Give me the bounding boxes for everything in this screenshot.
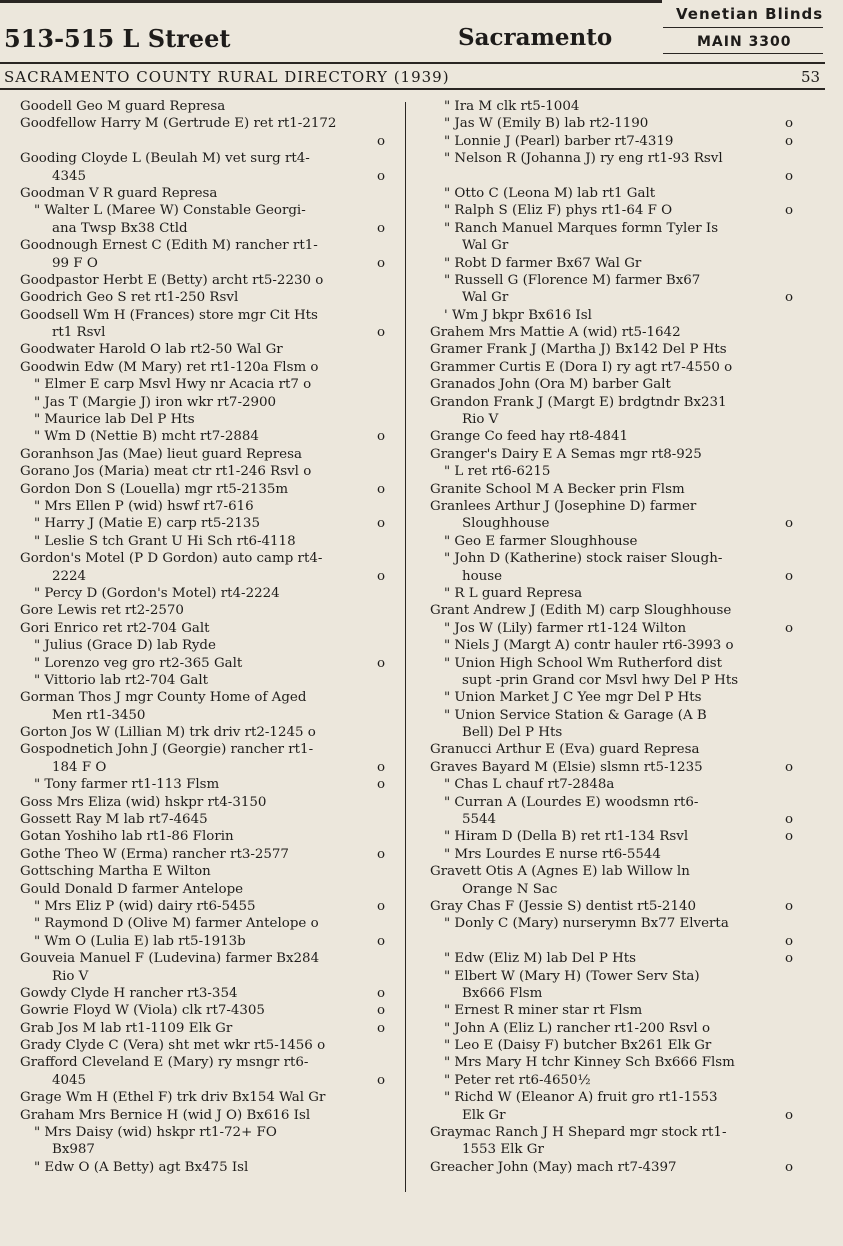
entry-text: Gowdy Clyde H rancher rt3-354 (20, 985, 238, 1001)
entry-text: " Union Market J C Yee mgr Del P Hts (444, 690, 702, 706)
directory-entry-line (20, 863, 385, 880)
entry-text: Grab Jos M lab rt1-1109 Elk Gr (20, 1020, 233, 1036)
right-column (430, 98, 793, 1176)
entry-text: Graves Bayard M (Elsie) slsmn rt5-1235 (430, 759, 703, 775)
directory-entry-line (20, 881, 385, 898)
entry-text: " Jos W (Lily) farmer rt1-124 Wilton (444, 620, 687, 636)
entry-text: Granucci Arthur E (Eva) guard Represa (430, 742, 700, 758)
directory-entry-line (430, 602, 793, 619)
owner-marker: o (784, 898, 793, 914)
directory-entry-line (20, 1124, 385, 1141)
owner-marker: o (376, 1003, 385, 1019)
directory-entry-line (20, 1107, 385, 1124)
entry-text: Grange Co feed hay rt8-4841 (430, 429, 628, 445)
owner-marker: o (376, 516, 385, 532)
owner-marker: o (784, 568, 793, 584)
owner-marker: o (376, 898, 385, 914)
entry-text: " Union High School Wm Rutherford dist (444, 655, 723, 671)
directory-entry-line (20, 307, 385, 324)
owner-marker: o (784, 203, 793, 219)
owner-marker: o (784, 168, 793, 184)
top-rule (0, 0, 662, 3)
entry-text: Rio V (462, 412, 499, 428)
directory-entry-line (430, 98, 793, 115)
entry-text: Gravett Otis A (Agnes E) lab Willow ln (430, 864, 690, 880)
entry-text: 4045 (52, 1072, 87, 1088)
entry-text: " Leo E (Daisy F) butcher Bx261 Elk Gr (444, 1038, 712, 1054)
directory-entry-line (430, 776, 793, 793)
advert-phone: MAIN 3300 (697, 34, 792, 50)
entry-text: Gothe Theo W (Erma) rancher rt3-2577 (20, 846, 289, 862)
owner-marker: o (376, 168, 385, 184)
header-address: 513-515 L Street (4, 24, 231, 53)
owner-marker: o (376, 933, 385, 949)
directory-entry-line (20, 394, 385, 411)
directory-entry-line (20, 1054, 385, 1071)
entry-text: house (462, 568, 503, 584)
directory-entry-line (430, 168, 793, 185)
owner-marker: o (784, 759, 793, 775)
directory-entry-line (430, 846, 793, 863)
directory-entry-line (430, 741, 793, 758)
entry-text: Gori Enrico ret rt2-704 Galt (20, 620, 210, 636)
owner-marker: o (376, 777, 385, 793)
entry-text: " Curran A (Lourdes E) woodsmn rt6- (444, 794, 699, 810)
directory-entry-line (430, 307, 793, 324)
owner-marker: o (376, 759, 385, 775)
entry-text: " Wm D (Nettie B) mcht rt7-2884 (34, 429, 259, 445)
directory-entry-line (430, 933, 793, 950)
owner-marker: o (784, 116, 793, 132)
owner-marker: o (784, 516, 793, 532)
entry-text: " Union Service Station & Garage (A B (444, 707, 707, 723)
entry-text: Goss Mrs Eliza (wid) hskpr rt4-3150 (20, 794, 267, 810)
directory-entry-line (430, 324, 793, 341)
directory-entry-line (20, 255, 385, 272)
directory-entry-line (20, 933, 385, 950)
entry-text: " Wm O (Lulia E) lab rt5-1913b (34, 933, 246, 949)
entry-text: " R L guard Represa (444, 585, 583, 601)
directory-entry-line (20, 324, 385, 341)
entry-text: Men rt1-3450 (52, 707, 146, 723)
directory-entry-line (430, 637, 793, 654)
directory-entry-line (20, 1141, 385, 1158)
entry-text: 4345 (52, 168, 87, 184)
directory-entry-line (20, 1072, 385, 1089)
entry-text: " Tony farmer rt1-113 Flsm (34, 777, 220, 793)
entry-text: ' Wm J bkpr Bx616 Isl (444, 307, 592, 323)
entry-text: Bell) Del P Hts (462, 725, 563, 741)
owner-marker: o (376, 481, 385, 497)
entry-text: Goodrich Geo S ret rt1-250 Rsvl (20, 290, 239, 306)
directory-entry-line (430, 881, 793, 898)
entry-text: " Vittorio lab rt2-704 Galt (34, 672, 209, 688)
directory-entry-line (430, 724, 793, 741)
entry-text: 184 F O (52, 759, 107, 775)
owner-marker: o (376, 255, 385, 271)
entry-text: Gowrie Floyd W (Viola) clk rt7-4305 (20, 1003, 265, 1019)
entry-text: Granlees Arthur J (Josephine D) farmer (430, 498, 697, 514)
entry-text: Goodwin Edw (M Mary) ret rt1-120a Flsm o (20, 359, 319, 375)
directory-entry-line (20, 672, 385, 689)
entry-text: Gossett Ray M lab rt7-4645 (20, 812, 208, 828)
entry-text: " Elbert W (Mary H) (Tower Serv Sta) (444, 968, 700, 984)
entry-text: Grafford Cleveland E (Mary) ry msngr rt6- (20, 1055, 309, 1071)
entry-text: Greacher John (May) mach rt7-4397 (430, 1159, 677, 1175)
entry-text: Graham Mrs Bernice H (wid J O) Bx616 Isl (20, 1107, 311, 1123)
entry-text: " Edw (Eliz M) lab Del P Hts (444, 951, 637, 967)
directory-entry-line (20, 150, 385, 167)
directory-entry-line (20, 602, 385, 619)
directory-entry-line (430, 672, 793, 689)
entry-text: Grage Wm H (Ethel F) trk driv Bx154 Wal Gr (20, 1090, 326, 1106)
directory-entry-line (430, 968, 793, 985)
entry-text: Grahem Mrs Mattie A (wid) rt5-1642 (430, 325, 681, 341)
entry-text: " Hiram D (Della B) ret rt1-134 Rsvl (444, 829, 689, 845)
entry-text: " Leslie S tch Grant U Hi Sch rt6-4118 (34, 533, 296, 549)
owner-marker: o (376, 325, 385, 341)
directory-entry-line (20, 811, 385, 828)
directory-entry-line (20, 724, 385, 741)
column-divider (405, 102, 406, 1192)
entry-text: 1553 Elk Gr (462, 1142, 544, 1158)
entry-text: Wal Gr (462, 238, 509, 254)
entry-text: Gotan Yoshiho lab rt1-86 Florin (20, 829, 234, 845)
entry-text: 5544 (462, 812, 497, 828)
entry-text: " Ira M clk rt5-1004 (444, 99, 580, 114)
entry-text: Bx987 (52, 1142, 95, 1158)
entry-text: " Mrs Daisy (wid) hskpr rt1-72+ FO (34, 1125, 277, 1141)
directory-entry-line (20, 428, 385, 445)
entry-text: " Edw O (A Betty) agt Bx475 Isl (34, 1159, 249, 1175)
entry-text: " Raymond D (Olive M) farmer Antelope o (34, 916, 319, 932)
entry-text: Gospodnetich John J (Georgie) rancher rt1- (20, 742, 314, 758)
directory-entry-line (20, 1002, 385, 1019)
directory-entry-line (430, 115, 793, 132)
directory-entry-line (430, 237, 793, 254)
directory-entry-line (430, 289, 793, 306)
directory-entry-line (20, 498, 385, 515)
directory-entry-line (430, 811, 793, 828)
directory-entry-line (430, 185, 793, 202)
directory-entry-line (20, 707, 385, 724)
directory-entry-line (430, 915, 793, 932)
directory-entry-line (20, 115, 385, 132)
directory-entry-line (430, 1141, 793, 1158)
entry-text: Gouveia Manuel F (Ludevina) farmer Bx284 (20, 951, 320, 967)
directory-entry-line (430, 446, 793, 463)
entry-text: Grady Clyde C (Vera) sht met wkr rt5-1456 o (20, 1038, 326, 1054)
entry-text: " L ret rt6-6215 (444, 464, 551, 480)
directory-entry-line (430, 950, 793, 967)
owner-marker: o (784, 933, 793, 949)
directory-entry-line (20, 968, 385, 985)
owner-marker: o (784, 951, 793, 967)
entry-text: Gramer Frank J (Martha J) Bx142 Del P Hts (430, 342, 727, 358)
entry-text: Goodpastor Herbt E (Betty) archt rt5-2230 o (20, 272, 324, 288)
directory-entry-line (20, 133, 385, 150)
entry-text: " Lorenzo veg gro rt2-365 Galt (34, 655, 243, 671)
directory-entry-line (430, 828, 793, 845)
directory-entry-line (430, 1020, 793, 1037)
directory-entry-line (20, 185, 385, 202)
directory-entry-line (430, 411, 793, 428)
directory-entry-line (20, 289, 385, 306)
entry-text: ana Twsp Bx38 Ctld (52, 220, 188, 236)
directory-entry-line (430, 585, 793, 602)
entry-text: Granite School M A Becker prin Flsm (430, 481, 685, 497)
entry-text: supt -prin Grand cor Msvl hwy Del P Hts (462, 672, 739, 688)
directory-entry-line (430, 620, 793, 637)
directory-entry-line (20, 794, 385, 811)
directory-entry-line (20, 828, 385, 845)
directory-entry-line (430, 1072, 793, 1089)
directory-entry-line (430, 655, 793, 672)
entry-text: Gray Chas F (Jessie S) dentist rt5-2140 (430, 898, 697, 914)
owner-marker: o (376, 985, 385, 1001)
entry-text: Wal Gr (462, 290, 509, 306)
directory-entry-line (20, 950, 385, 967)
directory-entry-line (430, 220, 793, 237)
left-column (20, 98, 385, 1176)
owner-marker: o (784, 829, 793, 845)
directory-entry-line (20, 411, 385, 428)
owner-marker: o (784, 1159, 793, 1175)
title-rule (0, 88, 825, 90)
directory-entry-line (20, 237, 385, 254)
directory-entry-line (430, 1124, 793, 1141)
directory-entry-line (430, 1054, 793, 1071)
entry-text: Gorton Jos W (Lillian M) trk driv rt2-1245 o (20, 725, 316, 741)
directory-entry-line (20, 741, 385, 758)
directory-entry-line (20, 620, 385, 637)
entry-text: Goranhson Jas (Mae) lieut guard Represa (20, 446, 302, 462)
directory-entry-line (430, 463, 793, 480)
entry-text: " Donly C (Mary) nurserymn Bx77 Elverta (444, 916, 729, 932)
directory-entry-line (430, 1089, 793, 1106)
entry-text: Goodfellow Harry M (Gertrude E) ret rt1-2172 (20, 116, 337, 132)
entry-text: Rio V (52, 968, 89, 984)
advert-venetian-blinds: Venetian Blinds (676, 5, 824, 23)
entry-text: " Percy D (Gordon's Motel) rt4-2224 (34, 585, 280, 601)
entry-text: Grant Andrew J (Edith M) carp Sloughhouse (430, 603, 732, 619)
header-city: Sacramento (458, 24, 613, 51)
entry-text: Gottsching Martha E Wilton (20, 864, 211, 880)
entry-text: " Harry J (Matie E) carp rt5-2135 (34, 516, 260, 532)
directory-entry-line (430, 255, 793, 272)
directory-entry-line (430, 794, 793, 811)
directory-entry-line (430, 515, 793, 532)
directory-entry-line (430, 689, 793, 706)
entry-text: " Mrs Mary H tchr Kinney Sch Bx666 Flsm (444, 1055, 735, 1071)
entry-text: " Robt D farmer Bx67 Wal Gr (444, 255, 642, 271)
directory-entry-line (20, 1037, 385, 1054)
entry-text: " Mrs Lourdes E nurse rt6-5544 (444, 846, 661, 862)
directory-entry-line (20, 533, 385, 550)
directory-entry-line (430, 202, 793, 219)
directory-title: SACRAMENTO COUNTY RURAL DIRECTORY (1939) (4, 68, 450, 86)
directory-entry-line (430, 341, 793, 358)
directory-entry-line (430, 498, 793, 515)
directory-entry-line (20, 168, 385, 185)
directory-entry-line (430, 133, 793, 150)
directory-entry-line (20, 1020, 385, 1037)
entry-text: Goodnough Ernest C (Edith M) rancher rt1- (20, 238, 318, 254)
owner-marker: o (784, 133, 793, 149)
entry-text: Granados John (Ora M) barber Galt (430, 377, 671, 393)
entry-text: " Richd W (Eleanor A) fruit gro rt1-1553 (444, 1090, 718, 1106)
directory-entry-line (20, 446, 385, 463)
directory-entry-line (430, 376, 793, 393)
header-rule (0, 62, 825, 64)
directory-entry-line (20, 585, 385, 602)
entry-text: " Lonnie J (Pearl) barber rt7-4319 (444, 133, 674, 149)
entry-text: " Jas T (Margie J) iron wkr rt7-2900 (34, 394, 277, 410)
entry-text: " Maurice lab Del P Hts (34, 412, 195, 428)
directory-entry-line (20, 915, 385, 932)
entry-text: Gordon Don S (Louella) mgr rt5-2135m (20, 481, 289, 497)
entry-text: Grandon Frank J (Margt E) brdgtndr Bx231 (430, 394, 727, 410)
directory-entry-line (20, 481, 385, 498)
entry-text: " Mrs Ellen P (wid) hswf rt7-616 (34, 498, 254, 514)
directory-entry-line (430, 568, 793, 585)
entry-text: " Jas W (Emily B) lab rt2-1190 (444, 116, 649, 132)
owner-marker: o (784, 812, 793, 828)
directory-entry-line (20, 985, 385, 1002)
entry-text: Bx666 Flsm (462, 985, 543, 1001)
directory-entry-line (20, 98, 385, 115)
entry-text: Gore Lewis ret rt2-2570 (20, 603, 184, 619)
directory-entry-line (20, 202, 385, 219)
owner-marker: o (376, 220, 385, 236)
entry-text: " Walter L (Maree W) Constable Georgi- (34, 203, 306, 219)
directory-entry-line (20, 220, 385, 237)
entry-text: " Elmer E carp Msvl Hwy nr Acacia rt7 o (34, 377, 312, 393)
entry-text: 99 F O (52, 255, 98, 271)
entry-text: " Nelson R (Johanna J) ry eng rt1-93 Rsvl (444, 151, 723, 167)
directory-entry-line (430, 1107, 793, 1124)
owner-marker: o (376, 133, 385, 149)
entry-text: Goodwater Harold O lab rt2-50 Wal Gr (20, 342, 283, 358)
entry-text: Gorano Jos (Maria) meat ctr rt1-246 Rsvl o (20, 464, 312, 480)
directory-entry-line (430, 1037, 793, 1054)
entry-text: " Russell G (Florence M) farmer Bx67 (444, 272, 701, 288)
directory-entry-line (430, 481, 793, 498)
entry-text: Sloughhouse (462, 516, 550, 532)
advert-rule (663, 27, 823, 28)
owner-marker: o (784, 620, 793, 636)
directory-entry-line (430, 863, 793, 880)
entry-text: Orange N Sac (462, 881, 558, 897)
entry-text: " Ranch Manuel Marques formn Tyler Is (444, 220, 719, 236)
owner-marker: o (784, 1107, 793, 1123)
entry-text: Goodman V R guard Represa (20, 185, 218, 201)
directory-entry-line (430, 272, 793, 289)
entry-text: " Geo E farmer Sloughhouse (444, 533, 638, 549)
directory-entry-line (20, 341, 385, 358)
directory-entry-line (20, 568, 385, 585)
directory-entry-line (430, 1159, 793, 1176)
entry-text: Gould Donald D farmer Antelope (20, 881, 244, 897)
directory-entry-line (430, 150, 793, 167)
directory-entry-line (20, 655, 385, 672)
entry-text: " Mrs Eliz P (wid) dairy rt6-5455 (34, 898, 256, 914)
directory-entry-line (430, 550, 793, 567)
entry-text: Grammer Curtis E (Dora I) ry agt rt7-4550 o (430, 359, 733, 375)
entry-text: " Otto C (Leona M) lab rt1 Galt (444, 185, 656, 201)
directory-entry-line (20, 898, 385, 915)
directory-entry-line (20, 359, 385, 376)
owner-marker: o (376, 1072, 385, 1088)
entry-text: Elk Gr (462, 1107, 506, 1123)
directory-entry-line (430, 898, 793, 915)
owner-marker: o (376, 1020, 385, 1036)
directory-entry-line (430, 707, 793, 724)
directory-entry-line (430, 533, 793, 550)
entry-text: " Peter ret rt6-4650½ (444, 1072, 591, 1088)
directory-entry-line (20, 776, 385, 793)
entry-text: " Ernest R miner star rt Flsm (444, 1003, 643, 1019)
directory-entry-line (20, 759, 385, 776)
page-number: 53 (801, 68, 821, 86)
directory-entry-line (20, 637, 385, 654)
entry-text: " Chas L chauf rt7-2848a (444, 777, 615, 793)
entry-text: 2224 (52, 568, 87, 584)
entry-text: Goodell Geo M guard Represa (20, 99, 226, 114)
owner-marker: o (376, 568, 385, 584)
entry-text: " Julius (Grace D) lab Ryde (34, 638, 216, 654)
directory-entry-line (430, 985, 793, 1002)
directory-entry-line (20, 550, 385, 567)
directory-entry-line (430, 428, 793, 445)
entry-text: Gooding Cloyde L (Beulah M) vet surg rt4- (20, 151, 310, 167)
directory-entry-line (20, 463, 385, 480)
owner-marker: o (376, 655, 385, 671)
directory-entry-line (20, 376, 385, 393)
directory-entry-line (20, 846, 385, 863)
entry-text: Graymac Ranch J H Shepard mgr stock rt1- (430, 1125, 727, 1141)
entry-text: Granger's Dairy E A Semas mgr rt8-925 (430, 446, 702, 462)
owner-marker: o (784, 290, 793, 306)
directory-entry-line (430, 1002, 793, 1019)
directory-entry-line (20, 272, 385, 289)
directory-entry-line (20, 1159, 385, 1176)
advert-rule (663, 53, 823, 54)
entry-text: " John D (Katherine) stock raiser Slough- (444, 551, 723, 567)
owner-marker: o (376, 429, 385, 445)
entry-text: rt1 Rsvl (52, 325, 106, 341)
directory-entry-line (430, 759, 793, 776)
entry-text: Gordon's Motel (P D Gordon) auto camp rt4- (20, 551, 323, 567)
directory-entry-line (430, 359, 793, 376)
entry-text: " Niels J (Margt A) contr hauler rt6-3993 o (444, 638, 734, 654)
directory-entry-line (20, 515, 385, 532)
owner-marker: o (376, 846, 385, 862)
entry-text: Gorman Thos J mgr County Home of Aged (20, 690, 307, 706)
entry-text: " John A (Eliz L) rancher rt1-200 Rsvl o (444, 1020, 711, 1036)
directory-entry-line (20, 1089, 385, 1106)
directory-entry-line (20, 689, 385, 706)
entry-text: Goodsell Wm H (Frances) store mgr Cit Hts (20, 307, 318, 323)
entry-text: " Ralph S (Eliz F) phys rt1-64 F O (444, 203, 673, 219)
directory-entry-line (430, 394, 793, 411)
